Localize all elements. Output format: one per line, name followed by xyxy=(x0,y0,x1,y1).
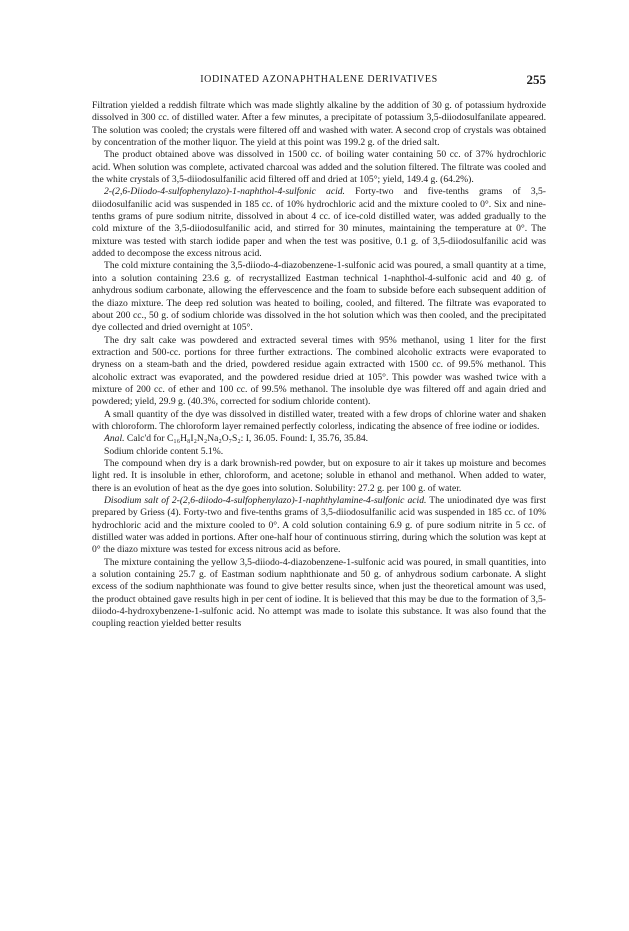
paragraph: Disodium salt of 2-(2,6-diiodo-4-sulfophenylazo)-1-naphthylamine-4-sulfonic acid. The uniodinated dye was first prepared by Griess (4). Forty-two and five-tenths grams of 3,5-diiodosulfanilic acid was suspended in 185 cc. of 10% hydrochloric acid and the mixture cooled to 0°. A cold solution containing 6.9 g. of pure sodium nitrite in 5 cc. of distilled water was added in portions. After one-half hour of continuous stirring, during which the solution was kept at 0° the diazo mixture was tested for excess nitrous acid as before. xyxy=(92,495,546,556)
page-header xyxy=(92,74,546,88)
paragraph: The mixture containing the yellow 3,5-diiodo-4-diazobenzene-1-sulfonic acid was poured, in small quantities, into a solution containing 25.7 g. of Eastman sodium naphthionate and 50 g. of anhydrous sodium carbonate. A slight excess of the sodium naphthionate was found to give better results since, when just the theoretical amount was used, the product obtained gave results high in per cent of iodine. It is believed that this may be due to the formation of 3,5-diiodo-4-hydroxybenzene-1-sulfonic acid. No attempt was made to isolate this substance. It was also found that the coupling reaction yielded better results xyxy=(92,556,546,630)
page-number: 255 xyxy=(526,72,546,87)
analysis-label: Anal. xyxy=(104,433,125,445)
paragraph: A small quantity of the dye was dissolved in distilled water, treated with a few drops of chlorine water and shaken with chloroform. The chloroform layer remained perfectly colorless, indicating the absence of free iodine or iodides. xyxy=(92,408,546,432)
paragraph: The cold mixture containing the 3,5-diiodo-4-diazobenzene-1-sulfonic acid was poured, a small quantity at a time, into a solution containing 23.6 g. of recrystallized Eastman technical 1-naphthol-4-sulfonic acid and 40 g. of anhydrous sodium carbonate, allowing the effervescence and the foam to subside before each subsequent addition of the diazo mixture. The deep red solution was heated to boiling, cooled, and filtered. The filtrate was evaporated to about 200 cc., 50 g. of sodium chloride was dissolved in the hot solution which was then cooled, and the precipitated dye collected and dried overnight at 105°. xyxy=(92,260,546,334)
paragraph: The product obtained above was dissolved in 1500 cc. of boiling water containing 50 cc. of 37% hydrochloric acid. When solution was complete, activated charcoal was added and the solution filtered. The filtrate was cooled and the white crystals of 3,5-diiodosulfanilic acid filtered off and dried at 105°; yield, 149.4 g. (64.2%). xyxy=(92,149,546,186)
paragraph: Filtration yielded a reddish filtrate which was made slightly alkaline by the addition of 30 g. of potassium hydroxide dissolved in 300 cc. of distilled water. After a few minutes, a precipitate of potassium 3,5-diiodosulfanilate appeared. The solution was cooled; the crystals were filtered off and washed with water. A second crop of crystals was obtained by concentration of the mother liquor. The yield at this point was 199.2 g. of the dried salt. xyxy=(92,100,546,149)
paragraph: Sodium chloride content 5.1%. xyxy=(104,445,224,457)
section-heading: 2-(2,6-Diiodo-4-sulfophenylazo)-1-naphthol-4-sulfonic acid. xyxy=(104,186,345,198)
running-title: IODINATED AZONAPHTHALENE DERIVATIVES xyxy=(200,74,438,85)
paragraph: The dry salt cake was powdered and extracted several times with 95% methanol, using 1 liter for the first extraction and 500-cc. portions for three further extractions. The combined alcoholic extracts were evaporated to dryness on a steam-bath and the dried, powdered residue again extracted with 1500 cc. of 99.5% methanol. This alcoholic extract was evaporated, and the powdered residue dried at 105°. This powder was washed twice with a mixture of 200 cc. of ether and 100 cc. of 99.5% methanol. The insoluble dye was filtered off and again dried and powdered; yield, 29.9 g. (40.3%, corrected for sodium chloride content). xyxy=(92,334,546,408)
paragraph: 2-(2,6-Diiodo-4-sulfophenylazo)-1-naphthol-4-sulfonic acid. Forty-two and five-tenths grams of 3,5-diiodosulfanilic acid was suspended in 185 cc. of 10% hydrochloric acid and the mixture cooled to 0°. Six and nine-tenths grams of pure sodium nitrite, dissolved in about 4 cc. of ice-cold distilled water, was added gradually to the cold mixture of the 3,5-diiodosulfanilic acid, and stirred for 30 minutes, maintaining the temperature at 0°. The mixture was tested with starch iodide paper and when the test was positive, 0.1 g. of 3,5-diiodosulfanilic acid was added to decompose the excess nitrous acid. xyxy=(92,186,546,260)
paragraph: The compound when dry is a dark brownish-red powder, but on exposure to air it takes up moisture and becomes light red. It is insoluble in ether, chloroform, and acetone; soluble in ethanol and methanol. When added to water, there is an evolution of heat as the dye goes into solution. Solubility: 27.2 g. per 100 g. of water. xyxy=(92,457,546,494)
section-heading: Disodium salt of 2-(2,6-diiodo-4-sulfophenylazo)-1-naphthylamine-4-sulfonic acid. xyxy=(104,495,427,506)
body-text xyxy=(92,100,546,631)
analysis-line: Anal. Calc'd for C₁₆H₈I₂N₂Na₂O₇S₂: I, 36.05. Found: I, 35.76, 35.84. xyxy=(104,433,369,445)
